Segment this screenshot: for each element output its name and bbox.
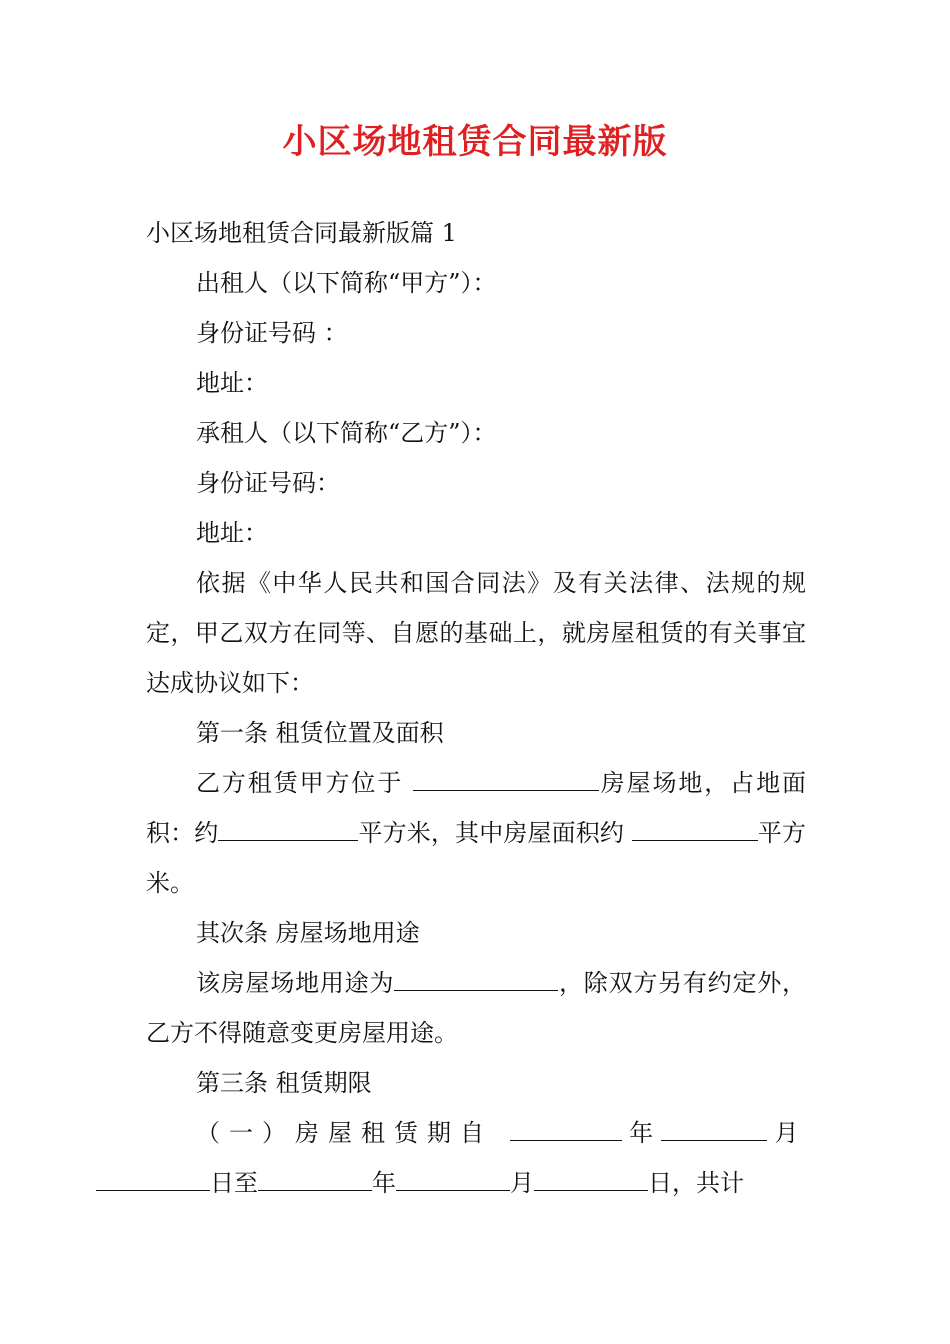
article-3-year2-label: 年 — [372, 1169, 396, 1197]
lessor-line: 出租人（以下简称“甲方”）： — [196, 269, 497, 297]
article-2-paragraph — [146, 958, 806, 1058]
article-2-text-b: ，除双方另有约定外，乙方不得随意变更房屋用途。 — [146, 969, 807, 1047]
usage-blank — [394, 965, 558, 991]
document-title: 小区场地租赁合同最新版 — [282, 122, 668, 162]
document-body — [146, 208, 806, 1208]
end-year-blank — [258, 1165, 372, 1191]
start-day-blank — [96, 1165, 210, 1191]
article-3-paragraph — [146, 1108, 806, 1208]
article-1-text-d: 平方米。 — [146, 819, 807, 897]
lessor-id-line: 身份证号码 ： — [196, 319, 348, 347]
lessee-id-line: 身份证号码： — [196, 469, 340, 497]
start-year-blank — [510, 1115, 622, 1141]
article-3-text-a: （一）房屋租赁期自 — [196, 1119, 510, 1147]
lessee-address-line: 地址： — [196, 519, 268, 547]
end-month-blank — [396, 1165, 510, 1191]
end-day-blank — [534, 1165, 648, 1191]
article-3-title: 第三条 租赁期限 — [196, 1069, 372, 1097]
article-3-year-label: 年 — [621, 1119, 661, 1147]
article-2-text-a: 该房屋场地用途为 — [196, 969, 395, 997]
land-area-blank — [218, 815, 358, 841]
article-1-text-c: 平方米，其中房屋面积约 — [358, 819, 632, 847]
section-heading: 小区场地租赁合同最新版篇 1 — [146, 219, 457, 247]
intro-paragraph: 依据《中华人民共和国合同法》及有关法律、法规的规定，甲乙双方在同等、自愿的基础上，就房屋租赁的有关事宜达成协议如下： — [146, 569, 806, 697]
article-3-day-to-label: 日至 — [210, 1169, 258, 1197]
house-area-blank — [632, 815, 758, 841]
lessee-line: 承租人（以下简称“乙方”）： — [196, 419, 497, 447]
lessor-address-line: 地址： — [196, 369, 268, 397]
article-3-total-label: 日，共计 — [648, 1169, 744, 1197]
start-month-blank — [661, 1115, 767, 1141]
article-1-title: 第一条 租赁位置及面积 — [196, 719, 444, 747]
article-1-text-b: 房屋场地，占地面积：约 — [146, 769, 806, 847]
location-blank — [413, 765, 599, 791]
article-2-title: 其次条 房屋场地用途 — [196, 919, 420, 947]
article-1-text-a: 乙方租赁甲方位于 — [196, 769, 413, 797]
article-3-month-label: 月 — [766, 1119, 799, 1147]
article-3-month2-label: 月 — [510, 1169, 534, 1197]
article-1-paragraph — [146, 758, 806, 908]
